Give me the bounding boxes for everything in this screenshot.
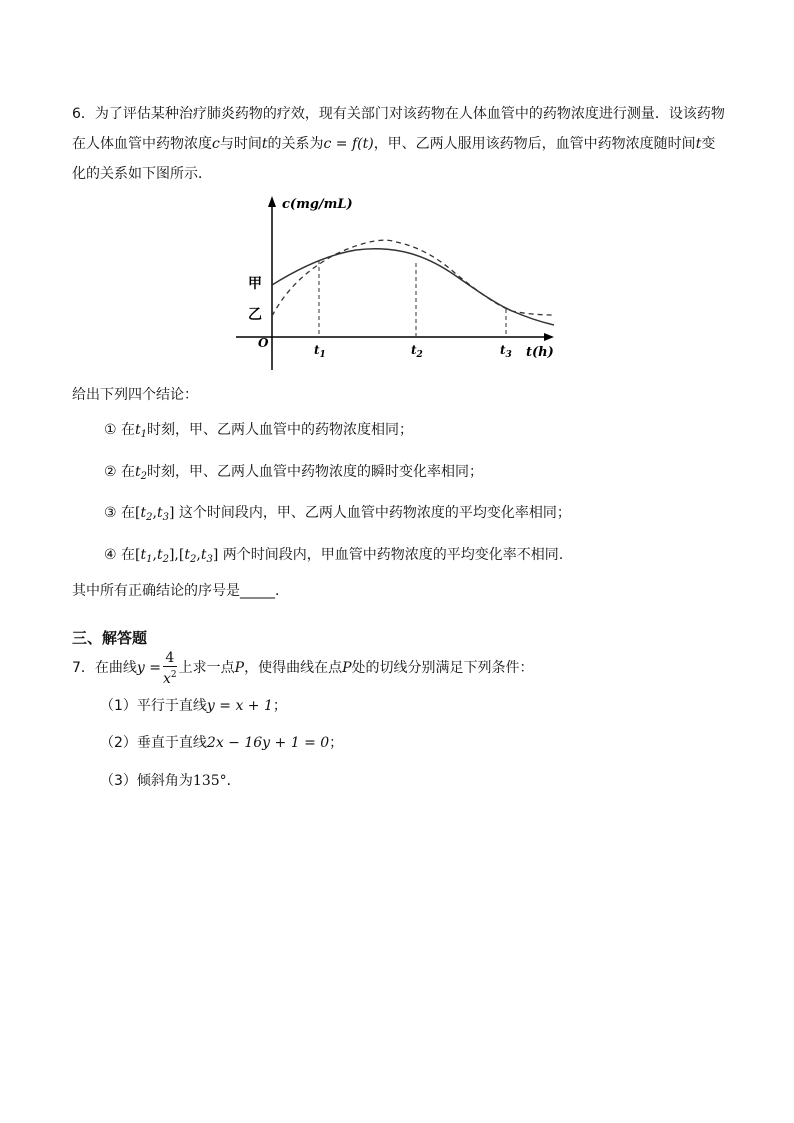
yi-label: 乙 — [248, 307, 262, 323]
t1-label: $t_1$ — [314, 343, 326, 360]
y-axis-label: c(mg/mL) — [282, 197, 353, 212]
t3-label: $t_3$ — [500, 343, 512, 360]
jia-label: 甲 — [248, 276, 262, 292]
x-axis-label: t(h) — [526, 345, 554, 360]
answer-blank: _____ — [240, 583, 275, 599]
curve-jia — [272, 249, 554, 325]
curve-yi — [272, 240, 554, 316]
p6-question: 其中所有正确结论的序号是_____. — [72, 583, 280, 599]
p6-intro: 给出下列四个结论： — [72, 387, 198, 403]
x-axis-arrow — [544, 333, 554, 341]
t2-label: $t_2$ — [411, 343, 423, 360]
section-title: 三、解答题 — [72, 629, 148, 647]
statement-2: ② 在$t_2$时刻，甲、乙两人血管中药物浓度的瞬时变化率相同； — [104, 464, 484, 482]
p7-line1: 7．在曲线y = $\frac{4}{x^2}$ 上求一点P，使得曲线在点P处的切线分别满足下列条件： — [72, 649, 534, 687]
p6-line1: 6．为了评估某种治疗肺炎药物的疗效，现有关部门对该药物在人体血管中的药物浓度进行测量．设该药物 — [72, 106, 725, 122]
y-axis-arrow — [268, 196, 276, 207]
p7-condition-1: （1）平行于直线y = x + 1； — [100, 698, 287, 714]
statement-3: ③ 在$[t_2,t_3]$ 这个时间段内，甲、乙两人血管中药物浓度的平均变化率相同； — [104, 505, 571, 523]
p7-condition-3: （3）倾斜角为135°． — [100, 773, 241, 789]
statement-4: ④ 在$[t_1,t_2],[t_2,t_3]$ 两个时间段内，甲血管中药物浓度的平均变化率不相同. — [104, 547, 564, 565]
p6-line3: 化的关系如下图所示． — [72, 166, 212, 182]
origin-label: O — [258, 336, 269, 350]
statement-1: ① 在$t_1$时刻，甲、乙两人血管中的药物浓度相同； — [104, 422, 414, 440]
p6-line2: 在人体血管中药物浓度c与时间t的关系为c = f(t)，甲、乙两人服用该药物后，血管中药物浓度随时间t变 — [72, 136, 716, 152]
p7-condition-2: （2）垂直于直线2x − 16y + 1 = 0； — [100, 735, 344, 751]
concentration-graph — [236, 190, 566, 372]
